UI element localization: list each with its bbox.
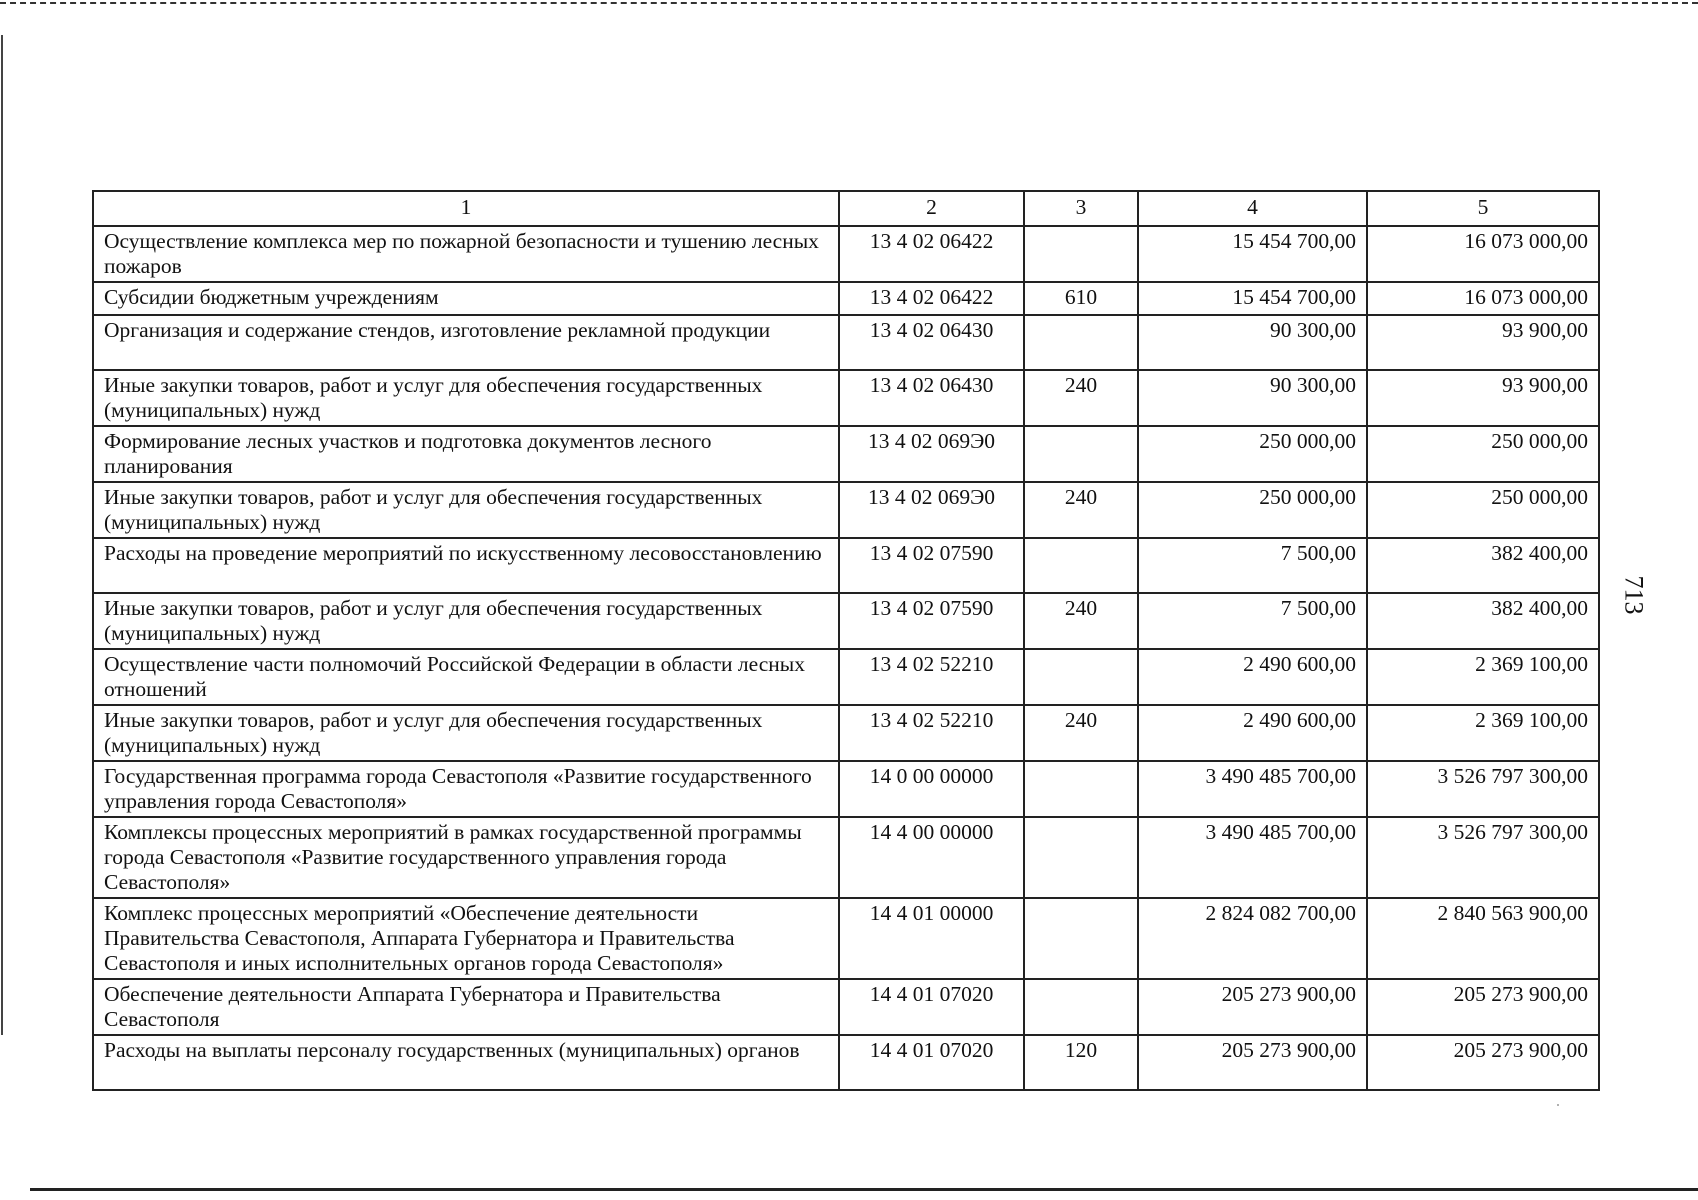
row-expense-type: [1024, 898, 1138, 979]
row-amount-2: 93 900,00: [1367, 315, 1599, 370]
row-amount-1: 90 300,00: [1138, 315, 1367, 370]
row-expense-type: 240: [1024, 705, 1138, 761]
row-expense-type: [1024, 761, 1138, 817]
row-amount-2: 205 273 900,00: [1367, 979, 1599, 1035]
row-amount-1: 205 273 900,00: [1138, 979, 1367, 1035]
row-amount-2: 2 369 100,00: [1367, 649, 1599, 705]
row-amount-1: 15 454 700,00: [1138, 226, 1367, 282]
table-row: [93, 817, 1599, 898]
row-code: 14 4 00 00000: [839, 817, 1024, 898]
row-name: Комплекс процессных мероприятий «Обеспечение деятельности Правительства Севастополя, Аппарата Губернатора и Правительства Севастополя и иных исполнительных органов города Севастополя»: [93, 898, 839, 979]
table-row: [93, 426, 1599, 482]
scan-speck: [1557, 1104, 1559, 1106]
row-name: Субсидии бюджетным учреждениям: [93, 282, 839, 315]
row-code: 14 4 01 07020: [839, 979, 1024, 1035]
row-amount-2: 382 400,00: [1367, 538, 1599, 593]
row-name: Комплексы процессных мероприятий в рамках государственной программы города Севастополя «Развитие государственного управления города Севастополя»: [93, 817, 839, 898]
row-amount-1: 2 824 082 700,00: [1138, 898, 1367, 979]
column-header-4: 4: [1138, 191, 1367, 226]
row-name: Иные закупки товаров, работ и услуг для обеспечения государственных (муниципальных) нужд: [93, 482, 839, 538]
row-expense-type: [1024, 226, 1138, 282]
row-expense-type: 120: [1024, 1035, 1138, 1090]
row-amount-1: 250 000,00: [1138, 482, 1367, 538]
row-amount-2: 16 073 000,00: [1367, 226, 1599, 282]
column-header-1: 1: [93, 191, 839, 226]
scan-edge-left: [1, 35, 3, 1035]
scan-edge-top: [0, 2, 1698, 4]
row-code: 13 4 02 07590: [839, 593, 1024, 649]
row-expense-type: [1024, 315, 1138, 370]
row-name: Расходы на проведение мероприятий по искусственному лесовосстановлению: [93, 538, 839, 593]
row-code: 14 4 01 00000: [839, 898, 1024, 979]
row-amount-2: 250 000,00: [1367, 426, 1599, 482]
row-code: 13 4 02 069Э0: [839, 482, 1024, 538]
table-row: [93, 282, 1599, 315]
table-row: [93, 761, 1599, 817]
table-row: [93, 482, 1599, 538]
row-name: Государственная программа города Севастополя «Развитие государственного управления города Севастополя»: [93, 761, 839, 817]
row-code: 13 4 02 069Э0: [839, 426, 1024, 482]
row-amount-2: 2 369 100,00: [1367, 705, 1599, 761]
row-name: Осуществление части полномочий Российской Федерации в области лесных отношений: [93, 649, 839, 705]
row-amount-2: 2 840 563 900,00: [1367, 898, 1599, 979]
row-amount-2: 93 900,00: [1367, 370, 1599, 426]
row-code: 13 4 02 07590: [839, 538, 1024, 593]
column-header-3: 3: [1024, 191, 1138, 226]
row-amount-1: 7 500,00: [1138, 593, 1367, 649]
row-name: Формирование лесных участков и подготовка документов лесного планирования: [93, 426, 839, 482]
row-name: Иные закупки товаров, работ и услуг для обеспечения государственных (муниципальных) нужд: [93, 705, 839, 761]
row-amount-1: 90 300,00: [1138, 370, 1367, 426]
row-amount-1: 3 490 485 700,00: [1138, 761, 1367, 817]
row-expense-type: [1024, 538, 1138, 593]
row-name: Организация и содержание стендов, изготовление рекламной продукции: [93, 315, 839, 370]
row-amount-2: 382 400,00: [1367, 593, 1599, 649]
row-expense-type: [1024, 979, 1138, 1035]
row-name: Иные закупки товаров, работ и услуг для обеспечения государственных (муниципальных) нужд: [93, 593, 839, 649]
row-code: 14 4 01 07020: [839, 1035, 1024, 1090]
page-number: 713: [1619, 575, 1649, 615]
budget-table: [92, 190, 1600, 1091]
table-row: [93, 593, 1599, 649]
table-row: [93, 649, 1599, 705]
row-amount-2: 250 000,00: [1367, 482, 1599, 538]
row-code: 13 4 02 52210: [839, 705, 1024, 761]
row-expense-type: 610: [1024, 282, 1138, 315]
row-name: Обеспечение деятельности Аппарата Губернатора и Правительства Севастополя: [93, 979, 839, 1035]
table-row: [93, 705, 1599, 761]
row-amount-2: 3 526 797 300,00: [1367, 761, 1599, 817]
row-amount-2: 16 073 000,00: [1367, 282, 1599, 315]
table-body: [93, 226, 1599, 1090]
row-code: 13 4 02 06430: [839, 315, 1024, 370]
row-name: Иные закупки товаров, работ и услуг для обеспечения государственных (муниципальных) нужд: [93, 370, 839, 426]
row-name: Осуществление комплекса мер по пожарной безопасности и тушению лесных пожаров: [93, 226, 839, 282]
row-amount-1: 15 454 700,00: [1138, 282, 1367, 315]
table-row: [93, 370, 1599, 426]
row-code: 14 0 00 00000: [839, 761, 1024, 817]
row-amount-2: 205 273 900,00: [1367, 1035, 1599, 1090]
table-row: [93, 226, 1599, 282]
column-header-5: 5: [1367, 191, 1599, 226]
table-row: [93, 898, 1599, 979]
row-code: 13 4 02 52210: [839, 649, 1024, 705]
row-amount-1: 205 273 900,00: [1138, 1035, 1367, 1090]
column-header-2: 2: [839, 191, 1024, 226]
row-amount-1: 3 490 485 700,00: [1138, 817, 1367, 898]
row-amount-2: 3 526 797 300,00: [1367, 817, 1599, 898]
row-code: 13 4 02 06430: [839, 370, 1024, 426]
row-amount-1: 250 000,00: [1138, 426, 1367, 482]
row-name: Расходы на выплаты персоналу государственных (муниципальных) органов: [93, 1035, 839, 1090]
table-row: [93, 538, 1599, 593]
row-amount-1: 2 490 600,00: [1138, 705, 1367, 761]
table-row: [93, 1035, 1599, 1090]
row-expense-type: 240: [1024, 370, 1138, 426]
row-code: 13 4 02 06422: [839, 282, 1024, 315]
row-expense-type: [1024, 649, 1138, 705]
row-code: 13 4 02 06422: [839, 226, 1024, 282]
table-row: [93, 315, 1599, 370]
row-expense-type: [1024, 426, 1138, 482]
row-amount-1: 2 490 600,00: [1138, 649, 1367, 705]
row-amount-1: 7 500,00: [1138, 538, 1367, 593]
table-row: [93, 979, 1599, 1035]
scan-edge-bottom: [30, 1188, 1698, 1191]
row-expense-type: 240: [1024, 593, 1138, 649]
header-row: [93, 191, 1599, 226]
row-expense-type: 240: [1024, 482, 1138, 538]
row-expense-type: [1024, 817, 1138, 898]
